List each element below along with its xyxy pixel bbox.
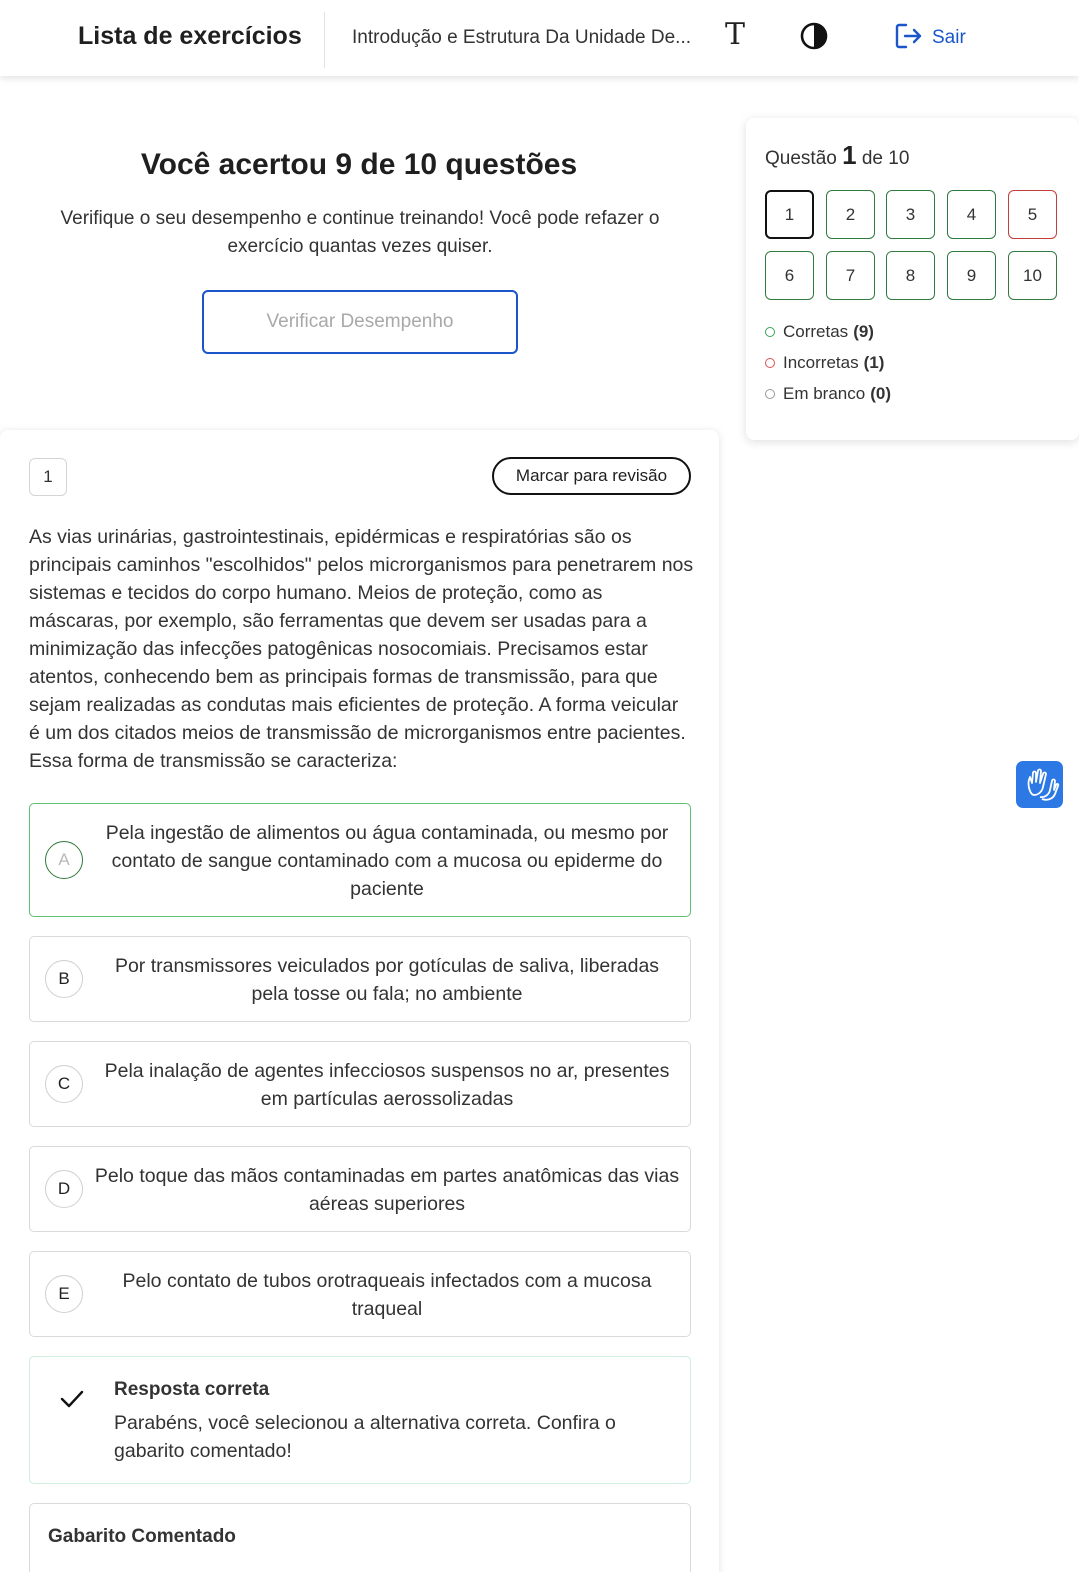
- option-letter: E: [45, 1275, 83, 1313]
- legend-incorrect: [765, 347, 891, 378]
- question-navigator: [746, 118, 1079, 440]
- font-size-icon[interactable]: T: [724, 17, 745, 52]
- option-d[interactable]: [29, 1146, 691, 1232]
- option-text: Pela inalação de agentes infecciosos suspensos no ar, presentes em partículas aerossolizadas: [104, 1060, 670, 1110]
- feedback-title: Resposta correta: [114, 1379, 270, 1400]
- answer-feedback: [29, 1356, 691, 1484]
- option-text: Pelo toque das mãos contaminadas em partes anatômicas das vias aéreas superiores: [94, 1165, 680, 1215]
- legend-incorrect-count: (1): [863, 352, 885, 372]
- question-button-2[interactable]: 2: [826, 190, 875, 239]
- counter-current: 1: [842, 140, 857, 170]
- legend-correct-dot: [765, 327, 775, 337]
- legend-incorrect-dot: [765, 358, 775, 368]
- option-text: Pela ingestão de alimentos ou água contaminada, ou mesmo por contato de sangue contaminado com a mucosa ou epiderme do paciente: [105, 822, 669, 900]
- status-legend: [765, 316, 891, 409]
- legend-correct: [765, 316, 891, 347]
- question-button-1[interactable]: 1: [765, 190, 814, 239]
- question-text: As vias urinárias, gastrointestinais, epidérmicas e respiratórias são os principais caminhos "escolhidos" pelos microrganismos para penetrarem nos sistemas e tecidos do corpo humano. Meios de proteção, como as máscaras, por exemplo, são ferramentas que devem ser usadas para a minimização das infecções patogênicas nosocomiais. Precisamos estar atentos, conhecendo bem as principais formas de transmissão, para que sejam realizadas as condutas mais eficientes de proteção. A forma veicular é um dos citados meios de transmissão de microrganismos entre pacientes. Essa forma de transmissão se caracteriza:: [29, 526, 694, 772]
- sign-language-hands-icon: [1016, 795, 1063, 812]
- question-button-7[interactable]: 7: [826, 251, 875, 300]
- header-divider: [324, 12, 325, 68]
- question-button-5[interactable]: 5: [1008, 190, 1057, 239]
- feedback-text: Parabéns, você selecionou a alternativa correta. Confira o gabarito comentado!: [114, 1412, 616, 1462]
- exit-label: Sair: [932, 27, 966, 48]
- question-button-9[interactable]: 9: [947, 251, 996, 300]
- question-button-8[interactable]: 8: [886, 251, 935, 300]
- app-title: Lista de exercícios: [78, 22, 302, 50]
- top-header: [0, 0, 1079, 76]
- question-button-6[interactable]: 6: [765, 251, 814, 300]
- exit-button[interactable]: [894, 22, 966, 54]
- legend-blank: [765, 378, 891, 409]
- question-number: 1: [29, 458, 67, 496]
- legend-correct-label: Corretas: [783, 321, 849, 341]
- legend-blank-count: (0): [870, 383, 891, 403]
- option-letter: A: [45, 841, 83, 879]
- option-letter: B: [45, 960, 83, 998]
- counter-suffix: de 10: [861, 148, 910, 169]
- verify-performance-button[interactable]: Verificar Desempenho: [202, 290, 518, 354]
- question-button-3[interactable]: 3: [886, 190, 935, 239]
- option-b[interactable]: [29, 936, 691, 1022]
- legend-incorrect-label: Incorretas: [783, 352, 859, 372]
- legend-blank-dot: [765, 389, 775, 399]
- question-card: [0, 430, 719, 1572]
- sign-language-button[interactable]: [1016, 761, 1063, 808]
- logout-icon: [894, 22, 924, 55]
- question-button-4[interactable]: 4: [947, 190, 996, 239]
- course-title: Introdução e Estrutura Da Unidade De...: [352, 27, 692, 48]
- legend-correct-count: (9): [853, 321, 874, 341]
- option-text: Por transmissores veiculados por gotículas de saliva, liberadas pela tosse ou fala; no ambiente: [114, 955, 660, 1005]
- mark-review-button[interactable]: Marcar para revisão: [492, 457, 691, 495]
- result-title: Você acertou 9 de 10 questões: [140, 148, 578, 181]
- commented-answer-title: Gabarito Comentado: [48, 1526, 236, 1547]
- question-button-10[interactable]: 10: [1008, 251, 1057, 300]
- result-subtitle: Verifique o seu desempenho e continue treinando! Você pode refazer o exercício quantas vezes quiser.: [60, 208, 660, 257]
- option-c[interactable]: [29, 1041, 691, 1127]
- check-icon: [58, 1387, 86, 1411]
- option-letter: D: [45, 1170, 83, 1208]
- legend-blank-label: Em branco: [783, 383, 866, 403]
- option-letter: C: [45, 1065, 83, 1103]
- commented-answer[interactable]: [29, 1503, 691, 1572]
- contrast-icon[interactable]: [799, 21, 829, 51]
- option-text: Pelo contato de tubos orotraqueais infectados com a mucosa traqueal: [122, 1270, 652, 1320]
- option-e[interactable]: [29, 1251, 691, 1337]
- question-counter: [765, 140, 909, 171]
- counter-prefix: Questão: [765, 148, 837, 169]
- option-a[interactable]: [29, 803, 691, 917]
